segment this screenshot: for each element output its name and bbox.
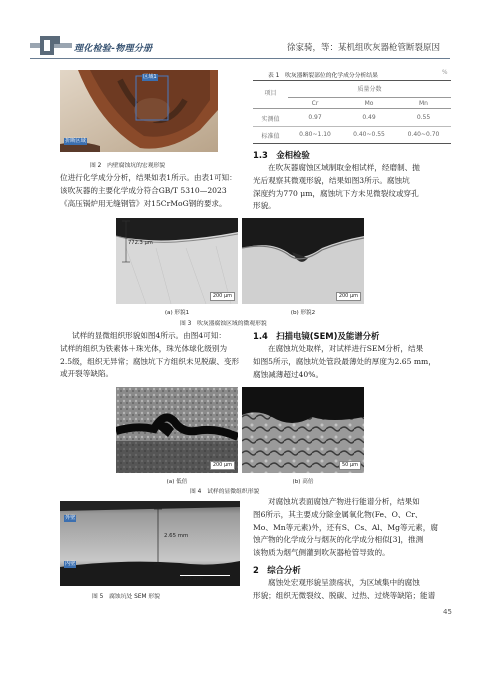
table-head-rule [253,108,451,109]
section-1-4-body [253,343,453,381]
fig3b-scale-bar: 200 μm [336,292,361,301]
header-divider [30,58,450,59]
table-cell: 0.40~0.70 [407,131,440,138]
section-2-heading: 2 综合分析 [253,565,301,575]
fig3-caption: 图 3 吹灰器腐蚀区域的微观形貌 [180,321,267,327]
text-line: 腐蚀减薄超过40%。 [253,369,324,379]
fig4a-photo [116,387,238,473]
fig5-scale-label: 2.00 mm [180,576,204,582]
fig5-photo [60,501,240,586]
fig3b-sublabel: (b) 形貌2 [290,310,316,316]
fig5-thickness-label: 2.65 mm [164,533,189,539]
text-line: 光后观察其微观形貌，结果如图3所示。腐蚀坑 [253,175,410,185]
table-cell: 0.97 [308,114,322,121]
section-1-4-heading: 1.4 扫描电镜(SEM)及能谱分析 [253,331,380,341]
fig2-photo [60,70,218,152]
text-line: 2.5级，组织无异常；腐蚀坑下方组织未见脱碳、变形 [60,356,240,366]
text-line: 形貌。 [253,201,276,211]
text-line: 对腐蚀坑表面腐蚀产物进行能谱分析，结果如 [268,497,420,506]
table-col-header: Mo [364,100,374,107]
fig2-caption: 图 2 内壁腐蚀坑的宏观形貌 [90,163,166,169]
fig3a-scale-bar: 200 μm [210,292,235,301]
fig3-depth-label: 772.3 μm [128,240,153,246]
text-line: 位进行化学成分分析，结果如表1所示。由表1可知： [60,173,237,182]
fig3a-sublabel: (a) 形貌1 [164,310,190,316]
fig5-outer-wall-label: 外壁 [65,515,76,521]
table-col-group: 质量分数 [357,86,382,93]
fig5-inner-wall-label: 内壁 [65,561,76,567]
text-line: 在吹灰器腐蚀区域制取金相试样，经磨制、抛 [268,163,420,172]
fig4b-sublabel: (b) 高倍 [292,479,314,485]
fig5-caption: 图 5 腐蚀坑处 SEM 形貌 [92,594,160,600]
fig5-image [60,501,240,586]
table-cell: 0.40~0.55 [353,131,385,138]
table-top-rule [253,80,451,81]
text-line: 或开裂等缺陷。 [60,369,114,379]
text-line: 如图5所示，腐蚀坑处管段最薄处的厚度为2.65 mm， [253,356,436,366]
fig4b-scale-bar: 50 μm [339,461,361,470]
table-cell: 0.49 [362,114,376,121]
fig2-region1-label: 区域1 [143,74,157,80]
table-bottom-rule [253,143,451,144]
section-2-body [253,577,453,603]
left-paragraph-1 [60,172,240,210]
table1-unit: % [442,70,448,76]
text-line: 形貌；组织无微裂纹、脱碳、过热、过烧等缺陷；能谱 [253,590,436,600]
table-row-label: 标准值 [261,133,280,140]
table-col-header: Mn [419,100,428,107]
fig4b-photo [242,387,364,473]
fig3a-photo [116,218,238,304]
fig4-caption: 图 4 试样的显微组织形貌 [190,489,260,495]
table-cell: 0.55 [416,114,431,121]
table-col-item: 项目 [264,90,277,97]
table-row-label: 实测值 [261,116,280,123]
text-line: 在腐蚀坑处取样，对试样进行SEM分析，结果 [268,344,424,353]
section-1-3-body [253,162,453,213]
text-line: 《高压锅炉用无缝钢管》对15CrMoG钢的要求。 [60,198,227,208]
text-line: 图6所示，其主要成分除金属氧化物(Fe、O、Cr、 [253,509,423,519]
section-1-3-heading: 1.3 金相检验 [253,150,310,160]
table-cell: 0.80~1.10 [299,131,331,138]
fig3b-photo [242,218,364,304]
text-line: 试样的组织为铁素体＋珠光体，珠光体球化级别为 [60,343,228,353]
journal-name: 理化检验-物理分册 [74,44,153,54]
fig2-fracture-label: 折断区域 [65,138,86,144]
fig4a-scale-bar: 200 μm [210,461,235,470]
text-line: 深度约为770 μm，腐蚀坑下方未见微裂纹或穿孔 [253,188,419,198]
right-paragraph-3 [253,496,453,560]
page-number: 45 [443,608,452,616]
table-col-header: Cr [311,100,319,107]
fig4a-sublabel: (a) 低倍 [166,479,188,485]
text-line: 腐蚀处宏观形貌呈溃疡状，为区域集中的腐蚀 [268,578,420,587]
text-line: 蚀产物的化学成分与烟灰的化学成分相似[3]，推测 [253,535,424,545]
table1-caption: 表 1 吹灰器断裂部位的化学成分分析结果 [268,73,378,79]
text-line: 该吹灰器的主要化学成分符合GB/T 5310—2023 [60,185,227,195]
table-row-rule [253,126,451,127]
left-paragraph-2 [60,330,245,381]
journal-logo-icon [30,34,72,56]
text-line: Mo、Mn等元素)外，还有S、Cs、Al、Mg等元素，腐 [253,522,438,532]
text-line: 试样的显微组织形貌如图4所示。由图4可知： [72,331,226,340]
table-group-rule [288,97,451,98]
running-title: 徐家骑，等：某机组吹灰器枪管断裂原因 [286,43,440,53]
text-line: 该物质为烟气侧灌到吹灰器枪管导致的。 [253,548,390,558]
